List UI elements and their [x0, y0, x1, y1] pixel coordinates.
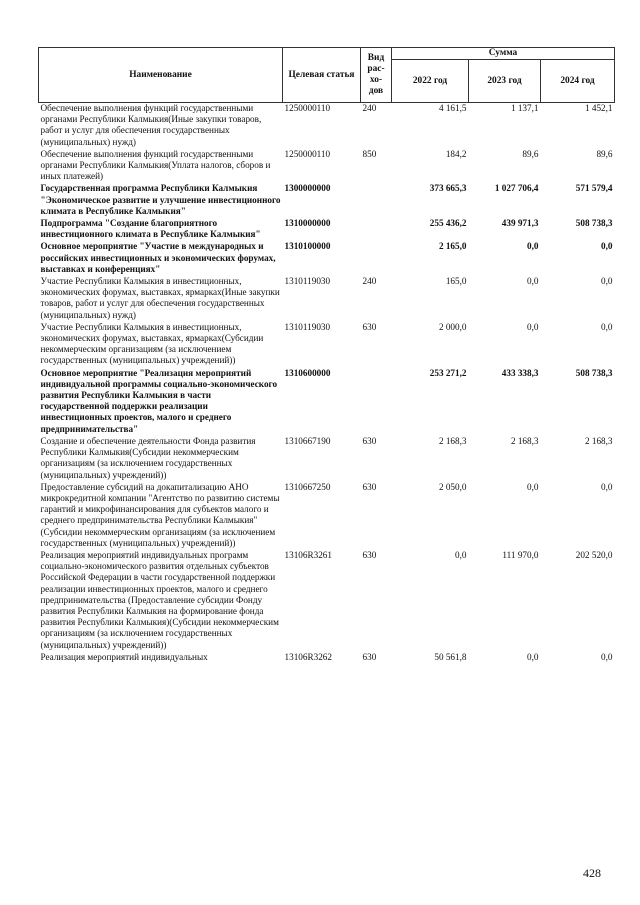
cell-2022: 184,2	[445, 148, 467, 159]
header-2023: 2023 год	[469, 60, 541, 103]
cell-name: Основное мероприятие "Участие в международных и российских инвестиционных и экономических форумах, выставках и конференциях"	[40, 241, 276, 274]
budget-table	[38, 47, 615, 664]
cell-name: Участие Республики Калмыкия в инвестиционных, экономических форумах, выставках, ярмарках(Субсидии некоммерческим организациям (за исключением государственных (муниципальных) учреждений))	[40, 321, 264, 366]
cell-name: Предоставление субсидий на докапитализацию АНО микрокредитной компании "Агентство по развитию системы гарантий и микрофинансирования для субъектов малого и среднего предпринимательства Республики Калмыкия"(Субсидии некоммерческим организациям (за исключением государственных (муниципальных) учреждений))	[40, 481, 280, 548]
table-row	[39, 103, 615, 149]
cell-2023: 0,0	[527, 651, 539, 662]
cell-2024: 0,0	[601, 276, 613, 287]
cell-code: 1250000110	[284, 103, 331, 113]
cell-name: Обеспечение выполнения функций государственными органами Республики Калмыкия(Уплата налогов, сборов и иных платежей)	[40, 148, 271, 182]
cell-vid: 630	[362, 481, 377, 492]
cell-2022: 373 665,3	[429, 183, 467, 194]
header-2024: 2024 год	[541, 60, 615, 103]
table-row	[39, 218, 615, 241]
cell-code: 1310667250	[284, 481, 331, 492]
cell-name: Обеспечение выполнения функций государственными органами Республики Калмыкия(Иные закупки товаров, работ и услуг для обеспечения государственных (муниципальных) нужд)	[40, 103, 262, 147]
table-row	[39, 368, 615, 436]
cell-2023: 0,0	[527, 321, 539, 332]
cell-code: 1310119030	[284, 276, 331, 287]
cell-name: Реализация мероприятий индивидуальных	[40, 651, 208, 662]
header-sum: Сумма	[392, 48, 615, 60]
cell-2024: 0,0	[601, 481, 613, 492]
cell-code: 1310119030	[284, 321, 331, 332]
cell-name: Участие Республики Калмыкия в инвестиционных, экономических форумах, выставках, ярмарках(Иные закупки товаров, работ и услуг для обеспечения государственных (муниципальных) нужд)	[40, 276, 280, 320]
cell-2024: 508 738,3	[575, 218, 613, 229]
table-row	[39, 183, 615, 218]
table-row	[39, 149, 615, 184]
cell-vid	[361, 368, 392, 436]
cell-2022: 2 050,0	[438, 481, 467, 492]
cell-2022: 4 161,5	[438, 103, 467, 113]
table-row	[39, 482, 615, 550]
cell-vid: 630	[362, 549, 377, 560]
header-name: Наименование	[39, 48, 283, 103]
cell-2022: 2 168,3	[438, 435, 467, 446]
cell-2022: 165,0	[445, 276, 467, 287]
cell-2024: 202 520,0	[575, 549, 613, 560]
cell-2024: 0,0	[601, 651, 613, 662]
cell-vid: 630	[362, 321, 377, 332]
header-2022: 2022 год	[392, 60, 469, 103]
cell-2024: 508 738,3	[575, 367, 613, 378]
cell-code: 1310000000	[284, 218, 331, 229]
cell-name: Подпрограмма "Создание благоприятного инвестиционного климата в Республике Калмыкия"	[40, 218, 261, 240]
table-row	[39, 652, 615, 664]
cell-2022: 2 165,0	[438, 241, 467, 252]
cell-vid: 240	[362, 103, 377, 113]
cell-code: 1250000110	[284, 148, 331, 159]
cell-vid	[361, 241, 392, 276]
cell-2024: 89,6	[596, 148, 613, 159]
header-code: Целевая статья	[283, 48, 361, 103]
cell-2024: 0,0	[601, 241, 613, 252]
cell-2023: 89,6	[522, 148, 539, 159]
table-row	[39, 241, 615, 276]
cell-2023: 2 168,3	[510, 435, 539, 446]
cell-name: Создание и обеспечение деятельности Фонда развития Республики Калмыкия(Субсидии некоммерческим организациям (за исключением государственных (муниципальных) учреждений))	[40, 435, 256, 480]
cell-code: 13106R3262	[284, 651, 332, 662]
cell-code: 13106R3261	[284, 549, 332, 560]
page-number: 428	[583, 866, 601, 880]
cell-2022: 255 436,2	[429, 218, 467, 229]
cell-vid: 850	[362, 148, 377, 159]
cell-code: 1300000000	[284, 183, 331, 194]
cell-2022: 0,0	[455, 549, 467, 560]
cell-2022: 253 271,2	[429, 367, 467, 378]
cell-vid	[361, 183, 392, 218]
table-row	[39, 276, 615, 322]
cell-2023: 0,0	[527, 241, 539, 252]
table-row	[39, 436, 615, 482]
header-vid: Вид рас-хо-дов	[361, 48, 392, 103]
cell-2024: 1 452,1	[584, 103, 613, 113]
cell-2023: 1 137,1	[510, 103, 539, 113]
cell-2022: 2 000,0	[438, 321, 467, 332]
cell-vid: 240	[362, 276, 377, 287]
cell-vid: 630	[362, 651, 377, 662]
cell-name: Государственная программа Республики Калмыкия "Экономическое развитие и улучшение инвестиционного климата в Республике Калмыкия"	[40, 183, 281, 216]
cell-name: Основное мероприятие "Реализация мероприятий индивидуальной программы социально-экономического развития Республики Калмыкия в части государственной поддержки реализации инвестиционных проектов, малого и среднего предпринимательства"	[40, 367, 278, 434]
table-row	[39, 322, 615, 368]
cell-2023: 0,0	[527, 276, 539, 287]
table-body	[39, 103, 615, 664]
table-header	[39, 48, 615, 103]
cell-vid	[361, 218, 392, 241]
cell-2024: 2 168,3	[584, 435, 613, 446]
cell-2023: 0,0	[527, 481, 539, 492]
cell-2022: 50 561,8	[434, 651, 467, 662]
cell-vid: 630	[362, 435, 377, 446]
cell-2023: 1 027 706,4	[494, 183, 539, 194]
cell-2024: 0,0	[601, 321, 613, 332]
cell-2023: 111 970,0	[502, 549, 539, 560]
table-row	[39, 550, 615, 652]
cell-2023: 433 338,3	[501, 367, 539, 378]
cell-code: 1310667190	[284, 435, 331, 446]
cell-code: 1310100000	[284, 241, 331, 252]
cell-2023: 439 971,3	[501, 218, 539, 229]
cell-code: 1310600000	[284, 367, 331, 378]
cell-2024: 571 579,4	[575, 183, 613, 194]
cell-name: Реализация мероприятий индивидуальных программ социально-экономического развития отдельных субъектов Российской Федерации в части государственной поддержки реализации инвестиционных проектов, малого и среднего предпринимательства (Предоставление субсидии Фонду развития Республики Калмыкия на формирование фонда развития Республики Калмыкия)(Субсидии некоммерческим организациям (за исключением государственных (муниципальных) учреждений))	[40, 549, 279, 650]
